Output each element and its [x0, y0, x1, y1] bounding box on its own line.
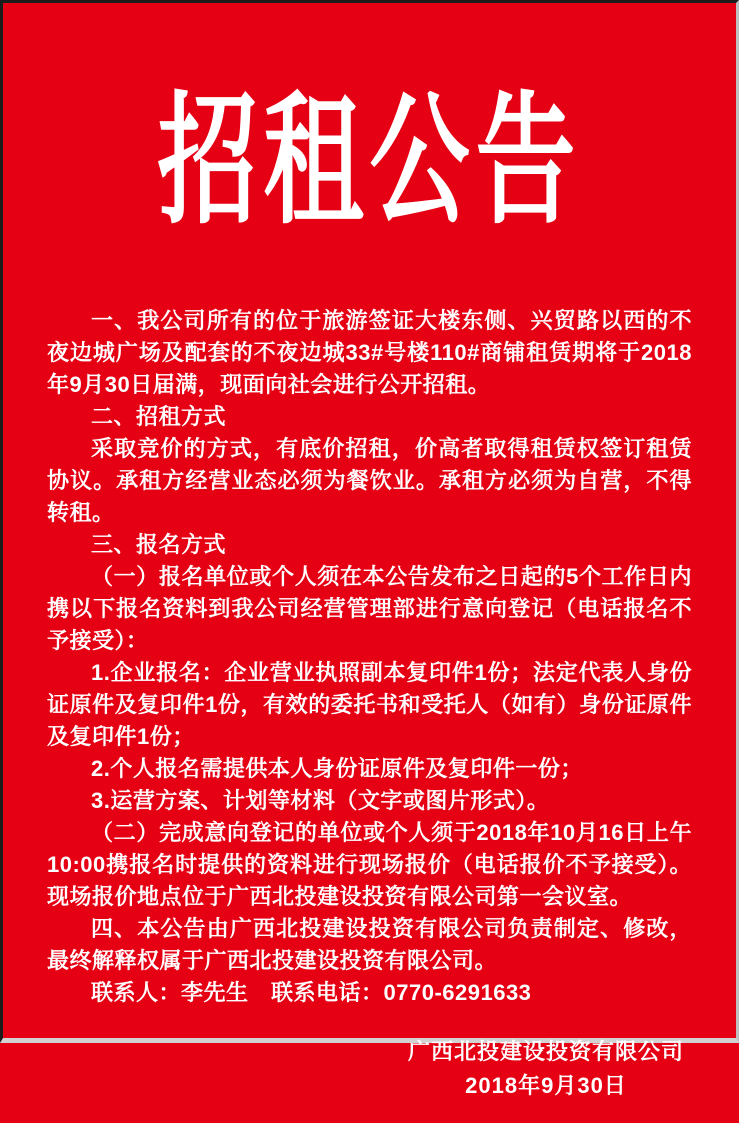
paragraph-onsite-bidding: （二）完成意向登记的单位或个人须于2018年10月16日上午10:00携报名时提供的资料进行现场报价（电话报价不予接受）。现场报价地点位于广西北投建设投资有限公司第一会议室。	[47, 820, 692, 909]
announcement-body	[47, 305, 692, 1009]
signature-block	[3, 1035, 684, 1103]
poster-title: 招租公告	[157, 83, 582, 242]
signature-date: 2018年9月30日	[465, 1073, 627, 1098]
paragraph-property-description: 一、我公司所有的位于旅游签证大楼东侧、兴贸路以西的不夜边城广场及配套的不夜边城33#号楼110#商铺租赁期将于2018年9月30日届满，现面向社会进行公开招租。	[47, 308, 692, 397]
heading-registration-method: 三、报名方式	[91, 532, 227, 557]
paragraph-final-interpretation: 四、本公告由广西北投建设投资有限公司负责制定、修改，最终解释权属于广西北投建设投资有限公司。	[47, 916, 692, 973]
paragraph-enterprise-registration: 1.企业报名：企业营业执照副本复印件1份；法定代表人身份证原件及复印件1份，有效的委托书和受托人（如有）身份证原件及复印件1份；	[47, 660, 692, 749]
paragraph-individual-registration: 2.个人报名需提供本人身份证原件及复印件一份；	[91, 756, 583, 781]
paragraph-operation-plan: 3.运营方案、计划等材料（文字或图片形式）。	[91, 788, 550, 813]
signature-company: 广西北投建设投资有限公司	[407, 1039, 684, 1064]
paragraph-rental-method: 采取竞价的方式，有底价招租，价高者取得租赁权签订租赁协议。承租方经营业态必须为餐饮业。承租方必须为自营，不得转租。	[47, 436, 692, 525]
heading-rental-method: 二、招租方式	[91, 404, 227, 429]
paragraph-registration-intent: （一）报名单位或个人须在本公告发布之日起的5个工作日内携以下报名资料到我公司经营管理部进行意向登记（电话报名不予接受）：	[47, 564, 692, 653]
announcement-poster	[3, 83, 736, 1123]
contact-line: 联系人：李先生 联系电话：0770-6291633	[91, 980, 532, 1005]
